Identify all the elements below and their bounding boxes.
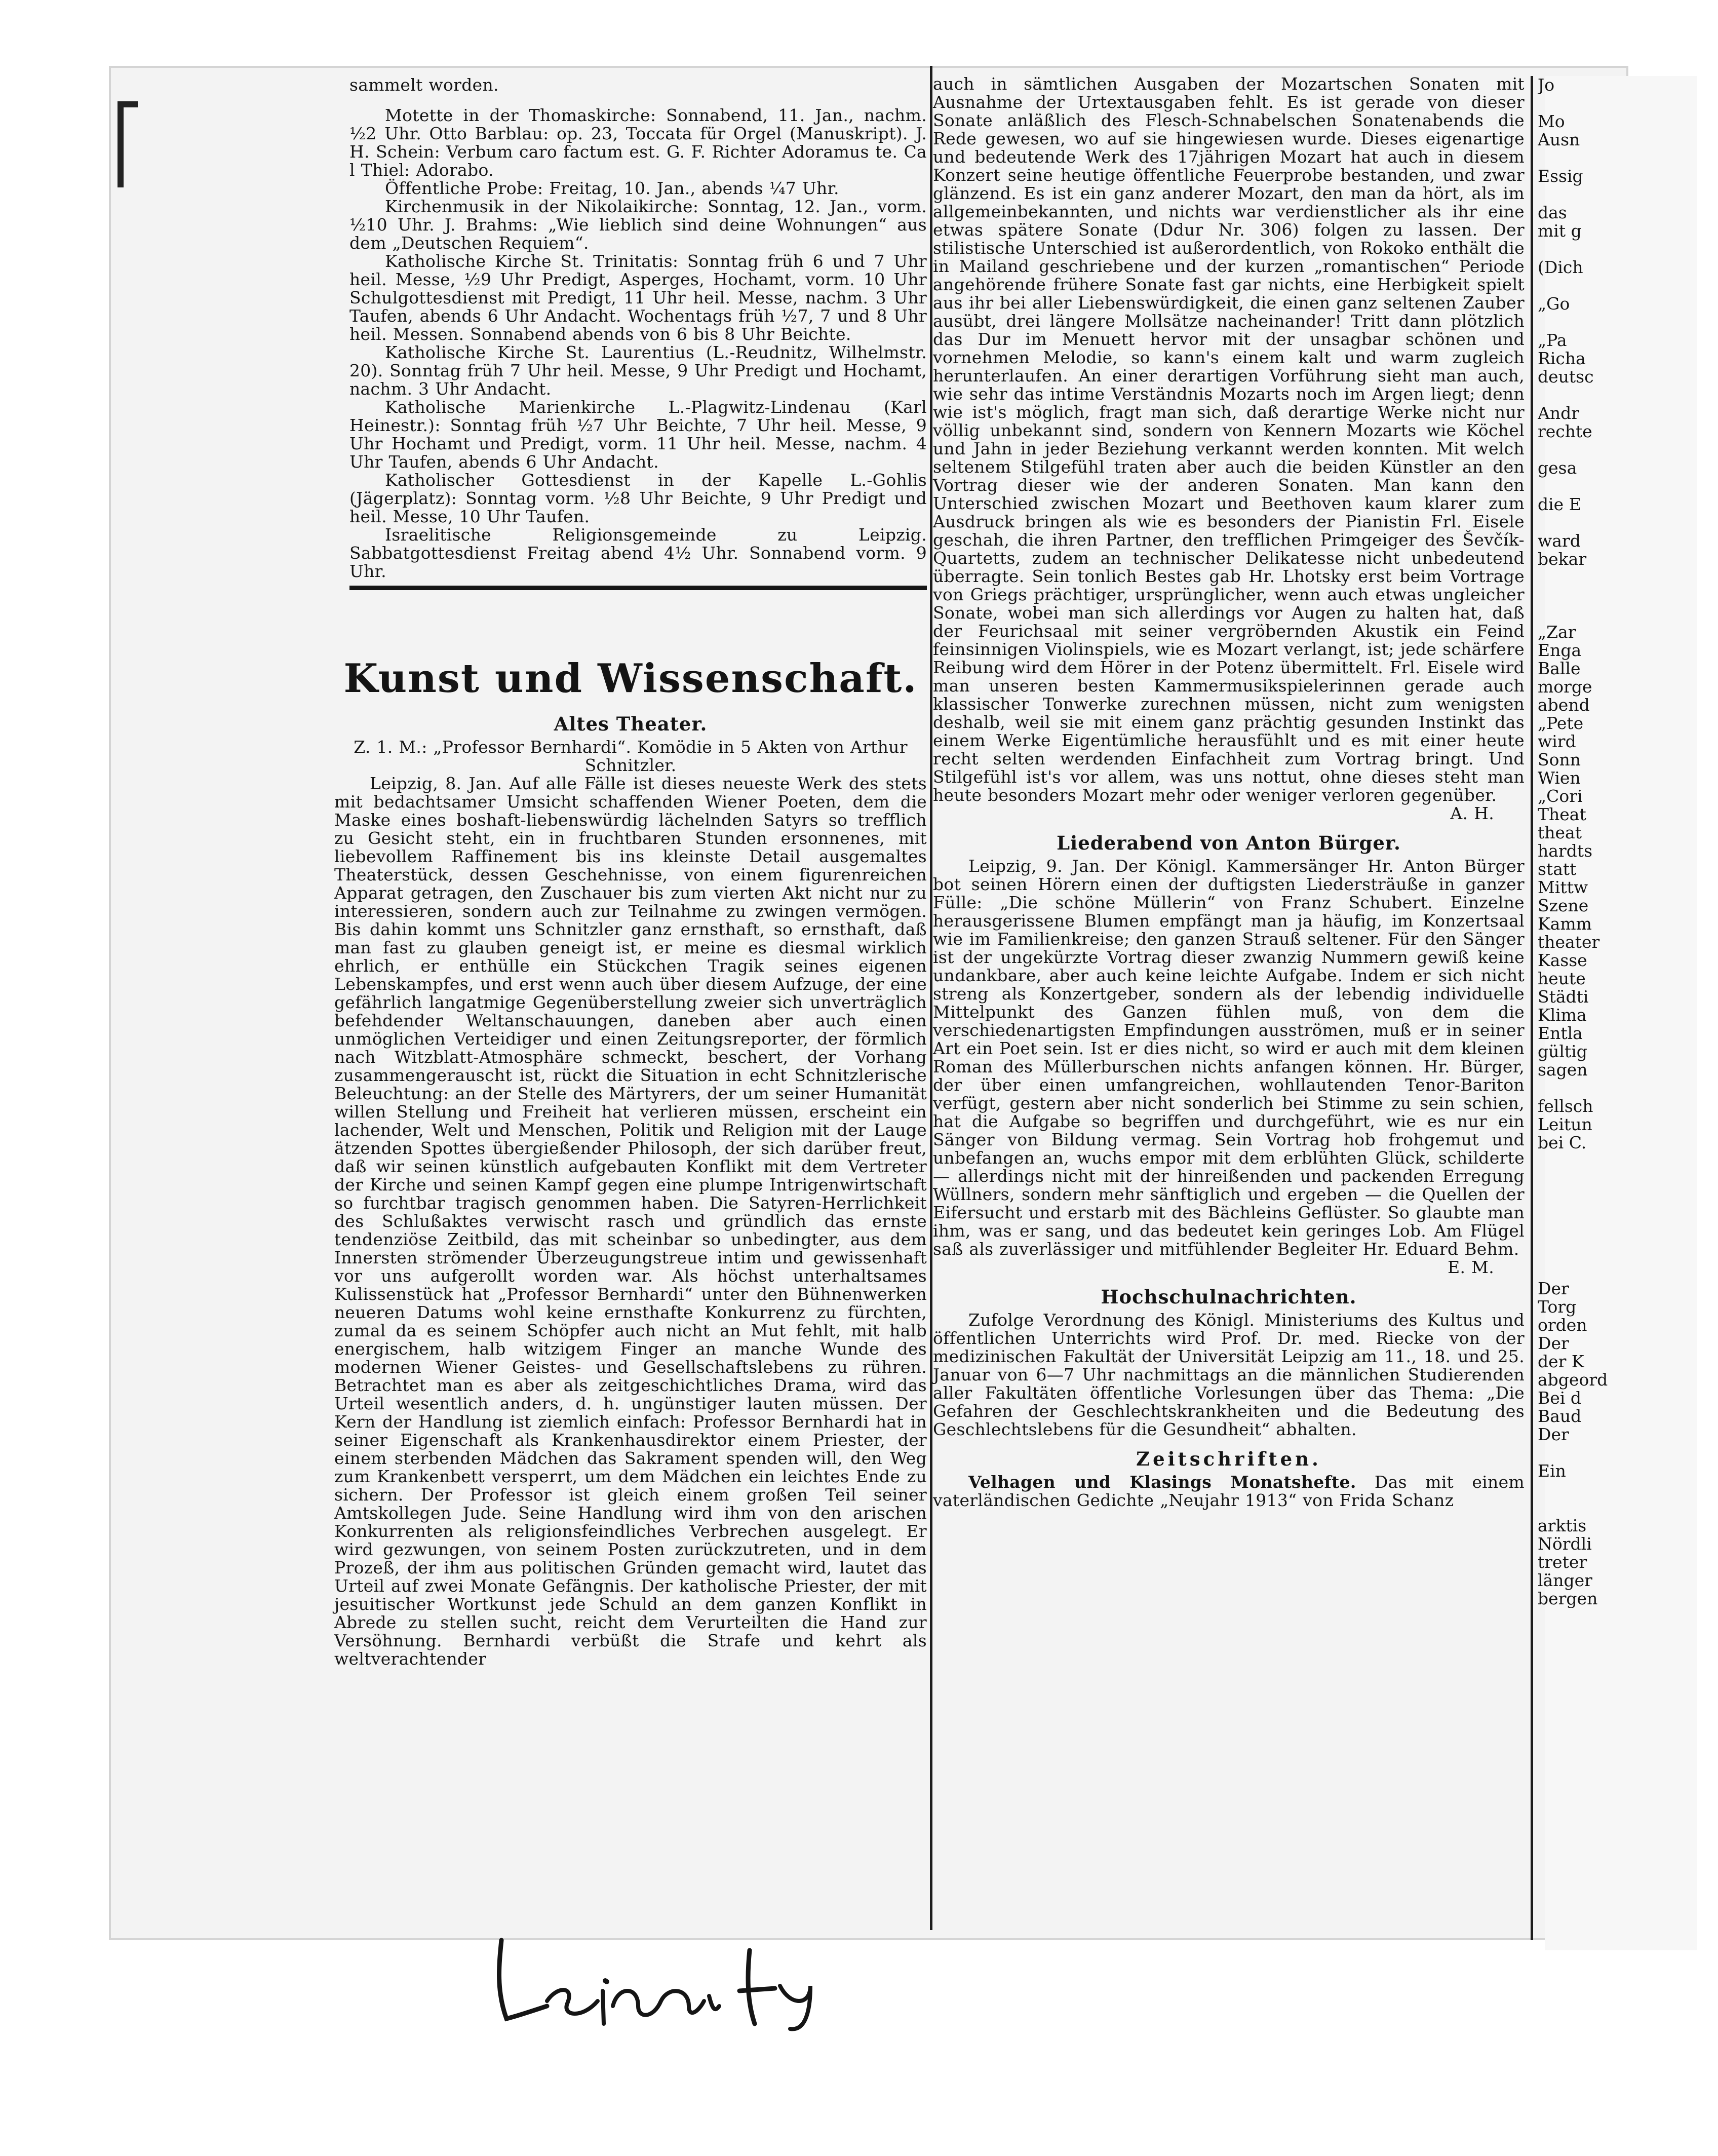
column-3-fragment: der K: [1538, 1352, 1584, 1371]
column-3-fragment: statt: [1538, 859, 1577, 879]
column-3-fragment: [1538, 477, 1700, 495]
corner-mark: [118, 101, 124, 187]
column-3-fragment: heute: [1538, 969, 1586, 988]
column-3-fragment: [1538, 1498, 1700, 1517]
column-3-fragment: Essig: [1538, 166, 1583, 186]
column-3-fragment: Städti: [1538, 987, 1589, 1007]
lieder-heading: Liederabend von Anton Bürger.: [1057, 832, 1401, 854]
column-3-fragment: Kasse: [1538, 950, 1587, 970]
column-3-fragment: theat: [1538, 823, 1582, 842]
hochschul-body: Zufolge Verordnung des Königl. Ministeriums des Kultus und öffentlichen Unterrichts wird Prof. Dr. med. Riecke von der medizinischen Fakultät der Universität Leipzig am 11., 18. und 25. Januar von 6—7 Uhr nachmittags an die männlichen Studierenden aller Fakultäten öffentliche Vorlesungen über das Thema: „Die Gefahren der Geschlechtskrankheiten und die Bedeutung des Geschlechtslebens für die Gesundheit“ abhalten.: [933, 1310, 1525, 1439]
corner-mark-horizontal: [118, 101, 138, 107]
column-3-fragment: Enga: [1538, 640, 1582, 660]
column-3-fragment: theater: [1538, 932, 1600, 952]
zeitschriften-body: [933, 1473, 1525, 1510]
mozart-review-signature: A. H.: [1450, 803, 1494, 823]
column-3-fragment: [1538, 1188, 1700, 1207]
column-3-fragment: [1538, 94, 1700, 112]
hochschul-heading: Hochschulnachrichten.: [1101, 1286, 1357, 1308]
column-3-fragment: [1538, 568, 1700, 587]
column-3-fragment: [1538, 1243, 1700, 1261]
theater-review-body: Leipzig, 8. Jan. Auf alle Fälle ist dieses neueste Werk des stets mit bedachtsamer Umsicht schaffenden Wiener Poeten, dem die Maske eines boshaft-liebenswürdig lächelnden Satyrs so trefflich zu Gesicht steht, ein in fruchtbaren Stunden ersonnenes, mit liebevollem Raffinement bis ins kleinste Detail ausgemaltes Theaterstück, dessen Geschehnisse, von einem figurenreichen Apparat getragen, den Zuschauer bis zum vierten Akt nicht nur zu interessieren, sondern auch zur Teilnahme zu zwingen vermögen. Bis dahin kommt uns Schnitzler ganz ernsthaft, so ernsthaft, daß man fast zu glauben geneigt ist, er meine es diesmal wirklich ehrlich, er enthülle ein Stückchen Tragik seines eigenen Lebenskampfes, und erst wenn auch über diesem Aufzuge, der eine gefährlich langatmige Gegenüberstellung zweier sich unverträglich befehdender Weltanschauungen, daneben aber auch einen unmöglichen Verteidiger und einen Zeitungsreporter, der förmlich nach Witzblatt-Atmosphäre schmeckt, beschert, der Vorhang zusammengerauscht ist, rückt die Situation in echt Schnitzlerische Beleuchtung: an der Stelle des Märtyrers, der um seiner Humanität willen Stellung und Freiheit hat verlieren müssen, erscheint ein lachender, Welt und Menschen, Politik und Religion mit der Lauge ätzenden Spottes übergießender Philosoph, der sich darüber freut, daß wir seinen künstlich aufgebauten Konflikt mit dem Vertreter der Kirche und seinen Kampf gegen eine plumpe Intrigenwirtschaft so furchtbar tragisch genommen haben. Die Satyren-Herrlichkeit des Schlußaktes verwischt rasch und gründlich das ernste tendenziöse Zeitbild, das mit scheinbar so unbedingter, aus dem Innersten strömender Überzeugungstreue intim und gewissenhaft vor uns aufgerollt worden war. Als höchst unterhaltsames Kulissenstück hat „Professor Bernhardi“ unter den Bühnenwerken neueren Datums wohl keine ernsthafte Konkurrenz zu fürchten, zumal da es seinem Schöpfer auch nicht an Mut fehlt, mit halb energischem, halb witzigem Finger an manche Wunde des modernen Wiener Geistes- und Gesellschaftslebens zu rühren. Betrachtet man es aber als zeitgeschichtliches Drama, wird das Urteil wesentlich anders, d. h. ungünstiger lauten müssen. Der Kern der Handlung ist ziemlich einfach: Professor Bernhardi hat in seiner Eigenschaft als Krankenhausdirektor einem Priester, der einem sterbenden Mädchen das Sakrament spenden will, den Weg zum Krankenbett versperrt, um dem Mädchen ein leichtes Ende zu sichern. Der Professor ist gleich einem großen Teil seiner Amtskollegen Jude. Seine Handlung wird ihm von den arischen Konkurrenten als religionsfeindliches Verbrechen ausgelegt. Er wird gezwungen, von seinem Posten zurückzutreten, und in dem Prozeß, der ihm aus politischen Gründen gemacht wird, lautet das Urteil auf zwei Monate Gefängnis. Der katholische Priester, der mit jesuitischer Wortkunst jede Schuld an dem ganzen Konflikt in Abrede zu stellen sucht, reicht dem Verurteilten die Hand zur Versöhnung. Bernhardi verbüßt die Strafe und kehrt als weltverachtender: [334, 774, 927, 1669]
column-3-fragment: [1538, 1207, 1700, 1225]
lieder-body: Leipzig, 9. Jan. Der Königl. Kammersänger Hr. Anton Bürger bot seinen Hörern einen der duftigsten Liedersträuße in ganzer Fülle: „Die schöne Müllerin“ von Franz Schubert. Einzelne herausgerissene Blumen empfängt man ja häufig, im Konzertsaal wie im Familienkreise; den ganzen Strauß seltener. Für den Sänger ist der ungekürzte Vortrag dieser zwanzig Nummern gewiß keine undankbare, aber auch keine leichte Aufgabe. Indem er sich nicht streng als Konzertgeber, sondern als der lebendig individuelle Mittelpunkt des Ganzen fühlen muß, von dem die verschiedenartigsten Empfindungen ausströmen, muß er in seiner Art ein Poet sein. Ist er dies nicht, so wird er auch mit dem kleinen Roman des Müllerburschen nichts anfangen können. Hr. Bürger, der über einen umfangreichen, wohllautenden Tenor-Bariton verfügt, gestern aber nicht sonderlich bei Stimme zu sein schien, hat die Aufgabe so begriffen und durchgeführt, wie es nur ein Sänger von Bildung vermag. Sein Vortrag hob frohgemut und unbefangen an, wuchs empor mit dem erblühten Glück, schilderte — allerdings nicht mit der hinreißenden und packenden Erregung Wüllners, sondern mehr sänftiglich und ergeben — die Quellen der Eifersucht und erstarb mit des Bächleins Geflüster. So glaubte man ihm, was er sang, und das bedeutet kein geringes Lob. Am Flügel saß als zuverlässiger und mitfühlender Begleiter Hr. Eduard Behm.: [933, 856, 1525, 1259]
column-3-fragment: Klima: [1538, 1005, 1587, 1025]
column-3-fragment: länger: [1538, 1570, 1592, 1590]
column-3-fragment: morge: [1538, 677, 1592, 697]
mozart-review-body: auch in sämtlichen Ausgaben der Mozartschen Sonaten mit Ausnahme der Urtextausgaben fehlt. Es ist gerade von dieser Sonate anläßlich des Flesch-Schnabelschen Sonatenabends die Rede gewesen, wo auf sie hingewiesen wurde. Dieses eigenartige und bedeutende Werk des 17jährigen Mozart hat auch in diesem Konzert seine heutige öffentliche Feuerprobe bestanden, und zwar glänzend. Es ist ein ganz anderer Mozart, den man da hört, als im allgemeinbekannten, und nichts war verdienstlicher als ihr eine etwas spätere Sonate (Ddur Nr. 306) folgen zu lassen. Der stilistische Unterschied ist außerordentlich, von Rokoko enthält die in Mailand geschriebene und der kurzen „romantischen“ Periode angehörende frühere Sonate fast gar nichts, eine Herbigkeit spielt aus ihr bei aller Liebenswürdigkeit, die einen ganz seltenen Zauber ausübt, drei längere Mollsätze nacheinander! Tritt dann plötzlich das Dur im Menuett hervor mit der unsagbar schönen und vornehmen Melodie, so kann's einem kalt und warm zugleich herunterlaufen. An einer derartigen Vorführung sieht man auch, wie sehr das intime Verständnis Mozarts noch im Argen liegt; denn wie ist's möglich, fragt man sich, daß derartige Werke nicht nur völlig unbekannt sind, sondern von Kennern Mozarts wie Köchel und Jahn in jeder Beziehung verkannt werden konnten. Mit welch seltenem Stilgefühl traten aber auch die beiden Künstler an den Vortrag dieser wie der anderen Sonaten. Man kann den Unterschied zwischen Mozart und Beethoven kaum klarer zum Ausdruck bringen als wie es besonders der Pianistin Frl. Eisele geschah, die ihren Partner, den trefflichen Primgeiger des Ševčík-Quartetts, zudem an technischer Delikatesse nicht unbedeutend überragte. Sein tonlich Bestes gab Hr. Lhotsky erst beim Vortrage von Griegs prächtiger, ursprünglicher, wenn auch etwas ungleicher Sonate, wobei man sich allerdings vor Augen zu halten hat, daß der Feurichsaal mit seiner vergröbernden Akustik ein Feind feinsinnigen Violinspiels, wie es Mozart verlangt, ist; jede schärfere Reibung wird dem Hörer in der Potenz übermittelt. Frl. Eisele wird man unseren besten Kammermusikspielerinnen gerade auch klassischer Tonwerke zurechnen müssen, nicht zum wenigsten deshalb, weil sie mit einem ganz prächtig gesunden Instinkt das einem Werke Eigentümliche herausfühlt und es mit einer heute recht selten werdenden Einfachheit zum Vortrag bringt. Und Stilgefühl ist's vor allem, was uns nottut, ohne dieses steht man heute besonders Mozart mehr oder weniger verloren gegenüber.: [933, 74, 1525, 805]
column-3-fragment: bei C.: [1538, 1133, 1587, 1152]
column-3-fragment: [1538, 1170, 1700, 1188]
column-3-fragment: Ein: [1538, 1461, 1566, 1481]
notice-thomaskirche: Motette in der Thomaskirche: Sonnabend, 11. Jan., nachm. ½2 Uhr. Otto Barblau: op. 23, Toccata für Orgel (Manuskript). J. H. Schein: Verbum caro factum est. G. F. Richter Adoramus te. Ca l Thiel: Adorabo.: [349, 105, 927, 180]
column-3-fragment: fellsch: [1538, 1096, 1593, 1116]
lieder-signature: E. M.: [1448, 1257, 1494, 1277]
column-3-fragment: Mo: [1538, 111, 1565, 131]
notice-gohlis: Katholischer Gottesdienst in der Kapelle L.-Gohlis (Jägerplatz): Sonntag vorm. ½8 Uhr Beichte, 9 Uhr Predigt und heil. Messe, 10 Uhr Taufen.: [349, 470, 927, 526]
column-1-notices: [349, 65, 927, 596]
column-3-fragment: Nördli: [1538, 1534, 1592, 1554]
column-3-fragment: Theat: [1538, 804, 1586, 824]
column-3-fragment: „Cori: [1538, 786, 1583, 806]
column-3-fragment: Mittw: [1538, 877, 1588, 897]
notice-israelitische: Israelitische Religionsgemeinde zu Leipzig. Sabbatgottesdienst Freitag abend 4½ Uhr. Sonnabend vorm. 9 Uhr.: [349, 525, 927, 581]
column-3-fragment: [1538, 1444, 1700, 1462]
notice-line: sammelt worden.: [349, 75, 499, 95]
column-3-fragment: Der: [1538, 1424, 1569, 1444]
section-rule: [349, 586, 927, 590]
column-1-feuilleton: [334, 643, 927, 1668]
column-3-fragment: Sonn: [1538, 750, 1581, 769]
column-rule-middle: [930, 66, 932, 1930]
column-3-fragment: [1538, 149, 1700, 167]
column-3-fragment: [1538, 1152, 1700, 1170]
column-3-fragment: wird: [1538, 732, 1576, 751]
zeitschriften-heading: Zeitschriften.: [1136, 1448, 1321, 1470]
column-3-fragment: Bei d: [1538, 1388, 1581, 1408]
column-3-fragment: „Go: [1538, 294, 1570, 314]
column-3-fragment: Leitun: [1538, 1114, 1592, 1134]
column-3-fragment: „Pa: [1538, 330, 1567, 350]
column-3-fragment: Entla: [1538, 1023, 1583, 1043]
column-3-fragment: abend: [1538, 695, 1590, 715]
notice-marienkirche: Katholische Marienkirche L.-Plagwitz-Lindenau (Karl Heinestr.): Sonntag früh ½7 Uhr Beichte, 7 Uhr heil. Messe, 9 Uhr Hochamt und Predigt, vorm. 11 Uhr heil. Messe, nachm. 4 Uhr Taufen, abends 6 Uhr Andacht.: [349, 397, 927, 472]
column-3-fragment: „Zar: [1538, 622, 1576, 642]
column-3-fragment: Torg: [1538, 1297, 1577, 1317]
column-2: [933, 65, 1525, 1510]
column-3-fragment: [1538, 277, 1700, 295]
column-3-fragment: Wien: [1538, 768, 1581, 788]
column-3-fragment: hardts: [1538, 841, 1593, 861]
column-3-fragment: Baud: [1538, 1406, 1582, 1426]
column-3-fragment: mit g: [1538, 221, 1582, 241]
column-3-fragment: bekar: [1538, 549, 1587, 569]
column-3-fragment: [1538, 1225, 1700, 1243]
column-3-fragment: Kamm: [1538, 914, 1592, 934]
section-title: Kunst und Wissenschaft.: [343, 656, 918, 702]
column-3-fragment: abgeord: [1538, 1370, 1608, 1390]
column-3-fragment: ward: [1538, 531, 1581, 551]
column-3-fragment: gesa: [1538, 458, 1577, 478]
column-3-cropped: [1538, 76, 1700, 1608]
notice-nikolaikirche: Kirchenmusik in der Nikolaikirche: Sonntag, 12. Jan., vorm. ½10 Uhr. J. Brahms: „Wie lieblich sind deine Wohnungen“ aus dem „Deutschen Requiem“.: [349, 197, 927, 253]
column-3-fragment: das: [1538, 203, 1567, 222]
column-3-fragment: [1538, 240, 1700, 258]
column-3-fragment: [1538, 1480, 1700, 1498]
column-3-fragment: [1538, 185, 1700, 204]
theater-subline: Z. 1. M.: „Professor Bernhardi“. Komödie in 5 Akten von Arthur Schnitzler.: [354, 737, 908, 775]
column-3-fragment: orden: [1538, 1315, 1587, 1335]
column-3-fragment: (Dich: [1538, 257, 1583, 277]
column-3-fragment: [1538, 514, 1700, 532]
notice-laurentius: Katholische Kirche St. Laurentius (L.-Reudnitz, Wilhelmstr. 20). Sonntag früh 7 Uhr heil. Messe, 9 Uhr Predigt und Hochamt, nachm. 3 Uhr Andacht.: [349, 342, 927, 399]
column-3-fragment: Balle: [1538, 659, 1581, 678]
column-3-fragment: Jo: [1538, 76, 1555, 95]
notice-trinitatis: Katholische Kirche St. Trinitatis: Sonntag früh 6 und 7 Uhr heil. Messe, ½9 Uhr Predigt, Asperges, Hochamt, vorm. 10 Uhr Schulgottesdienst mit Predigt, 11 Uhr heil. Messe, nachm. 3 Uhr Taufen, abends 6 Uhr Andacht. Wochentags früh ½7, 7 und 8 Uhr heil. Messen. Sonnabend abends von 6 bis 8 Uhr Beichte.: [349, 251, 927, 344]
column-3-fragment: [1538, 605, 1700, 623]
column-3-fragment: Der: [1538, 1333, 1569, 1353]
zeitschriften-text: Das mit einem vaterländischen Gedichte „Neujahr 1913“ von Frida Schanz: [933, 1472, 1525, 1510]
column-3-fragment: [1538, 441, 1700, 459]
column-3-fragment: bergen: [1538, 1589, 1598, 1608]
column-3-fragment: [1538, 313, 1700, 331]
column-3-fragment: Richa: [1538, 349, 1586, 368]
column-3-fragment: die E: [1538, 494, 1581, 514]
column-3-fragment: [1538, 386, 1700, 404]
zeitschriften-lead: Velhagen und Klasings Monatshefte.: [968, 1472, 1356, 1492]
column-3-fragment: deutsc: [1538, 367, 1594, 387]
column-rule-right: [1531, 76, 1533, 1940]
column-3-fragment: [1538, 1079, 1700, 1097]
theater-heading: Altes Theater.: [554, 713, 708, 735]
column-3-fragment: Szene: [1538, 896, 1589, 915]
column-3-fragment: [1538, 1261, 1700, 1280]
column-3-fragment: Ausn: [1538, 130, 1580, 149]
column-3-fragment: Der: [1538, 1279, 1569, 1298]
column-3-fragment: gültig: [1538, 1042, 1587, 1061]
column-3-fragment: sagen: [1538, 1060, 1588, 1080]
column-3-fragment: [1538, 587, 1700, 605]
column-3-fragment: „Pete: [1538, 713, 1584, 733]
notice-probe: Öffentliche Probe: Freitag, 10. Jan., abends ¼7 Uhr.: [385, 178, 839, 198]
column-3-fragment: Andr: [1538, 403, 1579, 423]
column-3-fragment: treter: [1538, 1552, 1587, 1572]
column-3-fragment: rechte: [1538, 421, 1592, 441]
column-3-fragment: arktis: [1538, 1516, 1587, 1535]
